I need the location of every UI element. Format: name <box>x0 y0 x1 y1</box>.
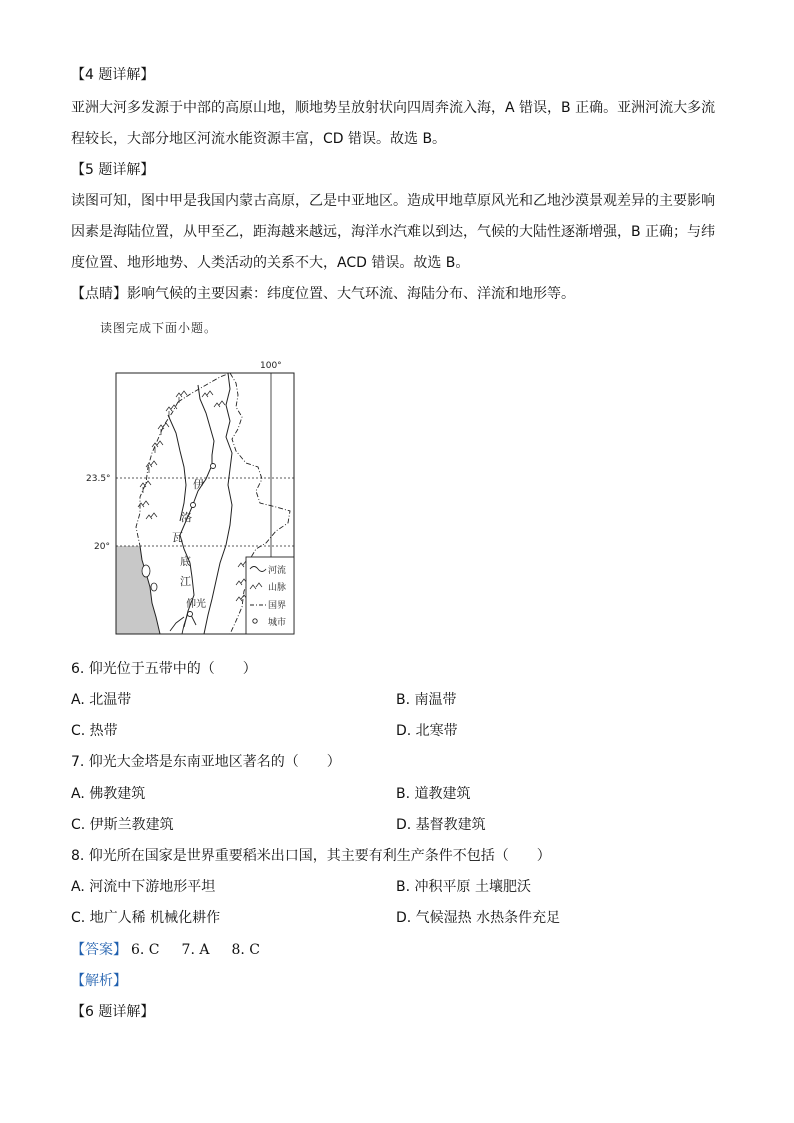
q6-option-a[interactable]: A. 北温带 <box>71 692 132 708</box>
river-delta <box>170 613 196 634</box>
q7-option-b[interactable]: B. 道教建筑 <box>396 786 471 802</box>
eastern-river <box>204 373 232 634</box>
tip-text: 影响气候的主要因素：纬度位置、大气环流、海陆分布、洋流和地形等。 <box>127 286 575 302</box>
legend-city: 城市 <box>268 618 287 628</box>
answer-7: 7. A <box>181 942 210 958</box>
q8-option-d[interactable]: D. 气候湿热 水热条件充足 <box>396 910 561 926</box>
q5-detail-header: 【5 题详解】 <box>71 162 155 178</box>
answer-6: 6. C <box>131 942 160 958</box>
latitude-23-5-label: 23.5° <box>86 474 111 484</box>
legend-border: 国界 <box>268 601 287 611</box>
yangon-city-marker <box>188 612 193 617</box>
q6-detail-header: 【6 题详解】 <box>71 1004 155 1020</box>
q4-detail-line-1: 亚洲大河多发源于中部的高原山地，顺地势呈放射状向四周奔流入海，A 错误，B 正确。亚洲河流大多流 <box>71 100 716 116</box>
latitude-20-label: 20° <box>94 542 110 552</box>
q6-stem: 6. 仰光位于五带中的（ ） <box>71 661 257 677</box>
river-char-jiang: 江 <box>180 575 191 588</box>
q5-detail-line-1: 读图可知，图中甲是我国内蒙古高原，乙是中亚地区。造成甲地草原风光和乙地沙漠景观差异的主要影响 <box>71 193 715 209</box>
mountain-symbols <box>138 391 249 601</box>
q8-option-b[interactable]: B. 冲积平原 土壤肥沃 <box>396 879 531 895</box>
q6-option-c[interactable]: C. 热带 <box>71 723 118 739</box>
river-char-di: 底 <box>180 555 191 568</box>
q7-option-d[interactable]: D. 基督教建筑 <box>396 817 486 833</box>
river-char-luo: 洛 <box>181 511 192 524</box>
island <box>142 565 150 577</box>
analysis-label: 【解析】 <box>71 973 127 989</box>
q6-option-d[interactable]: D. 北寒带 <box>396 723 458 739</box>
city-marker <box>191 503 196 508</box>
island <box>151 583 157 591</box>
legend-river: 河流 <box>268 566 287 576</box>
q8-option-c[interactable]: C. 地广人稀 机械化耕作 <box>71 910 221 926</box>
map-legend <box>246 557 294 634</box>
answer-line <box>71 940 282 960</box>
western-tributary <box>168 415 186 521</box>
tip-label: 【点睛】 <box>71 286 127 302</box>
city-marker <box>211 464 216 469</box>
legend-mountain: 山脉 <box>268 583 287 593</box>
q8-stem: 8. 仰光所在国家是世界重要稻米出口国，其主要有利生产条件不包括（ ） <box>71 848 551 864</box>
q8-option-a[interactable]: A. 河流中下游地形平坦 <box>71 879 216 895</box>
q7-option-a[interactable]: A. 佛教建筑 <box>71 786 146 802</box>
q4-detail-header: 【4 题详解】 <box>71 67 155 83</box>
q4-detail-line-2: 程较长，大部分地区河流水能资源丰富，CD 错误。故选 B。 <box>71 131 447 147</box>
q5-detail-line-2: 因素是海陆位置，从甲至乙，距海越来越远，海洋水汽难以到达，气候的大陆性逐渐增强，B 正确；与纬 <box>71 224 716 240</box>
longitude-100-label: 100° <box>260 361 282 371</box>
river-upper-branch <box>198 385 214 465</box>
tip-line <box>71 284 575 304</box>
answer-label: 【答案】 <box>71 942 127 958</box>
river-char-wa: 瓦 <box>172 531 183 544</box>
q7-option-c[interactable]: C. 伊斯兰教建筑 <box>71 817 174 833</box>
yangon-label: 仰光 <box>186 599 206 610</box>
q5-detail-line-3: 度位置、地形地势、人类活动的关系不大，ACD 错误。故选 B。 <box>71 255 470 271</box>
q7-stem: 7. 仰光大金塔是东南亚地区著名的（ ） <box>71 754 341 770</box>
river-char-yi: 伊 <box>193 478 204 491</box>
q6-option-b[interactable]: B. 南温带 <box>396 692 457 708</box>
map-instruction: 读图完成下面小题。 <box>100 321 218 335</box>
answer-8: 8. C <box>231 942 260 958</box>
myanmar-map-figure <box>80 355 320 640</box>
